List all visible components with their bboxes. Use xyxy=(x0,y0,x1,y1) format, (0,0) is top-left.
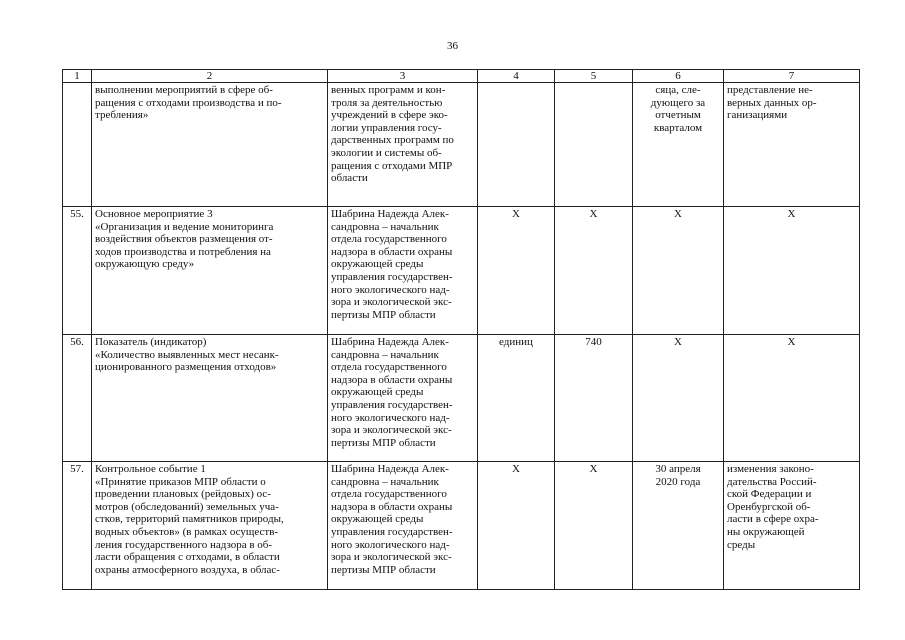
cell-line: области xyxy=(331,172,368,185)
cell-line: ласти обращения с отходами, в области xyxy=(95,551,280,564)
cell-name xyxy=(92,83,328,207)
cell-risk xyxy=(724,207,860,335)
row-number: 57. xyxy=(63,462,92,590)
cell-line: представление не- xyxy=(727,84,813,96)
cell-line: окружающей среды xyxy=(331,258,424,271)
cell-value xyxy=(555,335,633,462)
cell-line: сандровна – начальник xyxy=(331,348,439,361)
table-row xyxy=(63,335,860,462)
cell-line: Шабрина Надежда Алек- xyxy=(331,336,449,348)
cell-line: управления государствен- xyxy=(331,525,453,538)
cell-line: стков, территорий памятников природы, xyxy=(95,513,284,526)
column-header: 2 xyxy=(92,70,328,83)
cell-line: Шабрина Надежда Алек- xyxy=(331,208,449,220)
cell-line: венных программ и кон- xyxy=(331,84,446,96)
cell-value xyxy=(555,83,633,207)
cell-line: окружающую среду» xyxy=(95,258,195,271)
cell-line: Х xyxy=(674,208,682,220)
cell-name xyxy=(92,207,328,335)
cell-line: окружающей среды xyxy=(331,513,424,526)
cell-line: «Организация и ведение мониторинга xyxy=(95,220,274,233)
cell-line: надзора в области охраны xyxy=(331,245,453,258)
cell-line: пертизы МПР области xyxy=(331,308,436,321)
column-header: 4 xyxy=(478,70,555,83)
cell-line: управления государствен- xyxy=(331,398,453,411)
table-row xyxy=(63,207,860,335)
column-header: 3 xyxy=(328,70,478,83)
cell-line: Х xyxy=(787,336,796,348)
cell-line: Шабрина Надежда Алек- xyxy=(331,463,449,475)
cell-line: «Количество выявленных мест несанк- xyxy=(95,348,279,361)
cell-deadline xyxy=(633,335,724,462)
cell-risk xyxy=(724,462,860,590)
cell-responsible xyxy=(328,83,478,207)
cell-line: надзора в области охраны xyxy=(331,500,453,513)
cell-line: Х xyxy=(787,208,796,220)
cell-line: водных объектов» (в рамках осуществ- xyxy=(95,525,279,538)
cell-line: ны окружающей xyxy=(727,525,805,538)
cell-line: пертизы МПР области xyxy=(331,436,436,449)
cell-line: ного экологического над- xyxy=(331,411,450,424)
cell-line: логии управления госу- xyxy=(331,121,442,134)
cell-line: ской Федерации и xyxy=(727,488,812,501)
cell-name xyxy=(92,462,328,590)
cell-line: Х xyxy=(589,463,598,475)
page-number: 36 xyxy=(447,40,458,52)
column-header: 6 xyxy=(633,70,724,83)
cell-risk xyxy=(724,83,860,207)
row-number: 56. xyxy=(63,335,92,462)
cell-unit xyxy=(478,335,555,462)
cell-line: воздействия объектов размещения от- xyxy=(95,233,273,246)
cell-line: мотров (обследований) земельных уча- xyxy=(95,500,279,513)
cell-line: зора и экологической экс- xyxy=(331,296,452,309)
cell-unit xyxy=(478,83,555,207)
table-row xyxy=(63,83,860,207)
row-number xyxy=(63,83,92,207)
cell-line: кварталом xyxy=(653,121,703,134)
cell-line: отдела государственного xyxy=(331,488,447,501)
cell-line: 30 апреля xyxy=(655,463,701,475)
cell-line: отдела государственного xyxy=(331,361,447,374)
cell-line: верных данных ор- xyxy=(727,96,817,109)
cell-line: выполнении мероприятий в сфере об- xyxy=(95,84,273,96)
cell-line: управления государствен- xyxy=(331,270,453,283)
cell-line: Контрольное событие 1 xyxy=(95,463,206,475)
cell-line: отдела государственного xyxy=(331,233,447,246)
cell-line: троля за деятельностью xyxy=(331,96,443,109)
cell-responsible xyxy=(328,207,478,335)
cell-line: окружающей среды xyxy=(331,386,424,399)
cell-line: проведении плановых (рейдовых) ос- xyxy=(95,488,271,501)
cell-line: дательства Россий- xyxy=(727,475,817,488)
cell-deadline xyxy=(633,462,724,590)
cell-name xyxy=(92,335,328,462)
cell-risk xyxy=(724,335,860,462)
cell-line: ления государственного надзора в об- xyxy=(95,538,273,551)
cell-deadline xyxy=(633,83,724,207)
cell-line: ционированного размещения отходов» xyxy=(95,361,277,374)
cell-line: ращения с отходами производства и по- xyxy=(95,96,282,109)
table-header-row xyxy=(63,70,860,83)
cell-line: ращения с отходами МПР xyxy=(331,159,453,172)
cell-value xyxy=(555,207,633,335)
cell-responsible xyxy=(328,335,478,462)
cell-line: изменения законо- xyxy=(727,463,814,475)
cell-line: сандровна – начальник xyxy=(331,220,439,233)
cell-line: Х xyxy=(512,208,520,220)
cell-line: отчетным xyxy=(655,109,701,122)
cell-line: Основное мероприятие 3 xyxy=(95,208,213,220)
cell-line: Показатель (индикатор) xyxy=(95,336,207,348)
cell-line: Х xyxy=(674,336,682,348)
column-header: 7 xyxy=(724,70,860,83)
cell-line: ного экологического над- xyxy=(331,538,450,551)
cell-line: ганизациями xyxy=(727,109,788,122)
data-table xyxy=(62,69,860,590)
cell-line: охраны атмосферного воздуха, в облас- xyxy=(95,563,280,576)
column-header: 1 xyxy=(63,70,92,83)
row-number: 55. xyxy=(63,207,92,335)
cell-line: единиц xyxy=(499,336,533,348)
cell-line: пертизы МПР области xyxy=(331,563,436,576)
cell-line: Оренбургской об- xyxy=(727,500,811,513)
cell-line: 740 xyxy=(585,336,602,348)
cell-unit xyxy=(478,462,555,590)
table-row xyxy=(63,462,860,590)
cell-line: экологии и системы об- xyxy=(331,146,442,159)
cell-line: учреждений в сфере эко- xyxy=(331,109,448,122)
cell-line: ласти в сфере охра- xyxy=(727,513,819,526)
cell-line: сяца, сле- xyxy=(655,84,701,96)
column-header: 5 xyxy=(555,70,633,83)
cell-deadline xyxy=(633,207,724,335)
cell-unit xyxy=(478,207,555,335)
cell-value xyxy=(555,462,633,590)
cell-responsible xyxy=(328,462,478,590)
cell-line: зора и экологической экс- xyxy=(331,424,452,437)
cell-line: Х xyxy=(512,463,520,475)
cell-line: требления» xyxy=(95,109,149,122)
cell-line: дующего за xyxy=(650,96,706,109)
cell-line: 2020 года xyxy=(655,475,701,488)
cell-line: Х xyxy=(589,208,598,220)
cell-line: среды xyxy=(727,538,756,551)
cell-line: надзора в области охраны xyxy=(331,373,453,386)
cell-line: «Принятие приказов МПР области о xyxy=(95,475,266,488)
cell-line: ходов производства и потребления на xyxy=(95,245,271,258)
cell-line: зора и экологической экс- xyxy=(331,551,452,564)
cell-line: сандровна – начальник xyxy=(331,475,439,488)
cell-line: дарственных программ по xyxy=(331,134,454,147)
cell-line: ного экологического над- xyxy=(331,283,450,296)
